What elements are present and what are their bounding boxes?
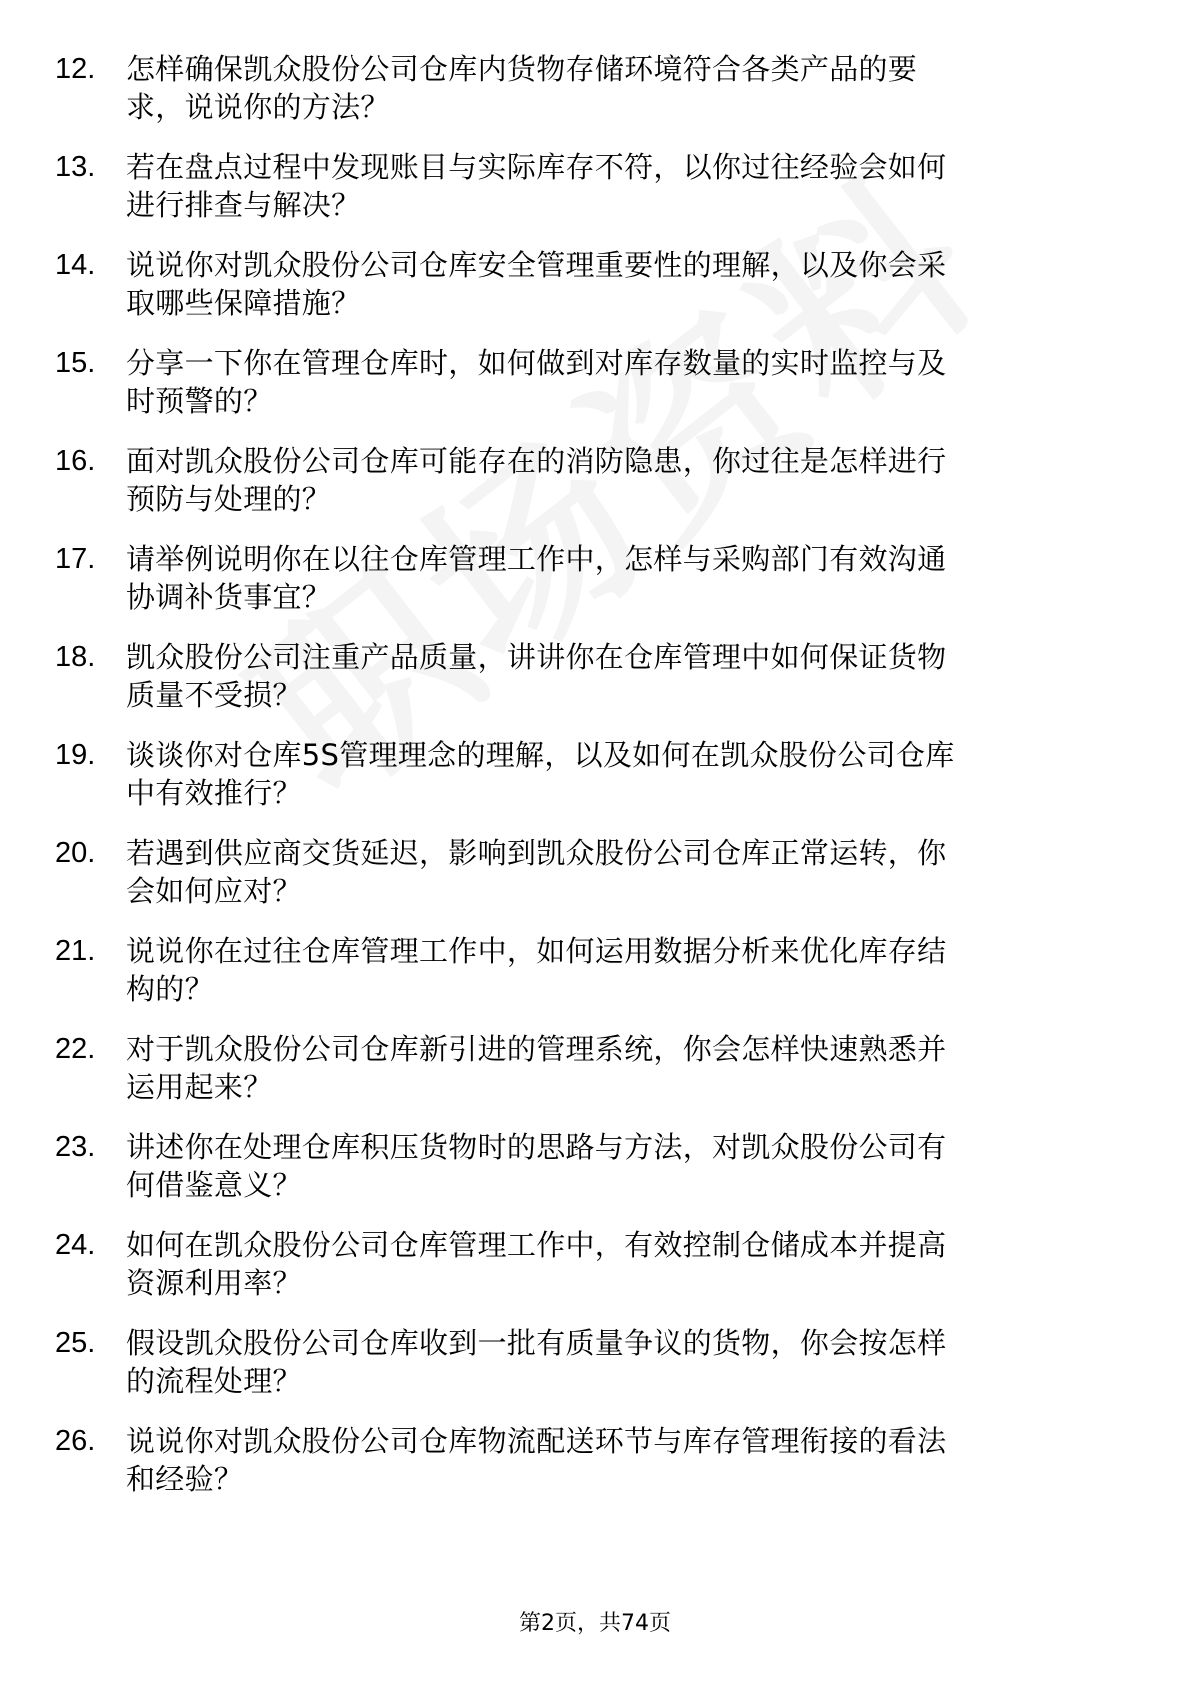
question-text: 如何在凯众股份公司仓库管理工作中，有效控制仓储成本并提高 资源利用率？	[126, 1228, 947, 1300]
question-number: 17.	[55, 543, 96, 575]
question-item	[0, 834, 1190, 910]
question-number: 20.	[55, 837, 96, 869]
question-text: 说说你在过往仓库管理工作中，如何运用数据分析来优化库存结 构的？	[126, 934, 947, 1006]
question-number: 24.	[55, 1229, 96, 1261]
question-text: 讲述你在处理仓库积压货物时的思路与方法，对凯众股份公司有 何借鉴意义？	[126, 1130, 947, 1202]
question-item	[0, 1422, 1190, 1498]
question-number: 26.	[55, 1425, 96, 1457]
question-text: 说说你对凯众股份公司仓库物流配送环节与库存管理衔接的看法 和经验？	[126, 1424, 947, 1496]
question-text: 对于凯众股份公司仓库新引进的管理系统，你会怎样快速熟悉并 运用起来？	[126, 1032, 947, 1104]
question-item	[0, 1128, 1190, 1204]
question-item	[0, 1030, 1190, 1106]
question-number: 18.	[55, 641, 96, 673]
question-number: 25.	[55, 1327, 96, 1359]
question-text: 请举例说明你在以往仓库管理工作中，怎样与采购部门有效沟通 协调补货事宜？	[126, 542, 947, 614]
question-number: 13.	[55, 151, 96, 183]
question-text: 怎样确保凯众股份公司仓库内货物存储环境符合各类产品的要 求，说说你的方法？	[126, 52, 918, 124]
question-text: 谈谈你对仓库5S管理理念的理解，以及如何在凯众股份公司仓库 中有效推行？	[126, 738, 955, 810]
question-item	[0, 540, 1190, 616]
question-number: 21.	[55, 935, 96, 967]
question-item	[0, 344, 1190, 420]
question-item	[0, 148, 1190, 224]
question-number: 14.	[55, 249, 96, 281]
question-item	[0, 638, 1190, 714]
question-number: 12.	[55, 53, 96, 85]
question-item	[0, 932, 1190, 1008]
question-text: 若遇到供应商交货延迟，影响到凯众股份公司仓库正常运转，你 会如何应对？	[126, 836, 947, 908]
question-item	[0, 50, 1190, 126]
question-text: 面对凯众股份公司仓库可能存在的消防隐患，你过往是怎样进行 预防与处理的？	[126, 444, 947, 516]
question-number: 19.	[55, 739, 96, 771]
question-item	[0, 1324, 1190, 1400]
question-number: 16.	[55, 445, 96, 477]
question-text: 凯众股份公司注重产品质量，讲讲你在仓库管理中如何保证货物 质量不受损？	[126, 640, 947, 712]
question-list	[0, 50, 1190, 1520]
question-item	[0, 1226, 1190, 1302]
question-item	[0, 442, 1190, 518]
question-text: 说说你对凯众股份公司仓库安全管理重要性的理解，以及你会采 取哪些保障措施？	[126, 248, 947, 320]
question-number: 15.	[55, 347, 96, 379]
question-text: 若在盘点过程中发现账目与实际库存不符，以你过往经验会如何 进行排查与解决？	[126, 150, 947, 222]
question-item	[0, 736, 1190, 812]
page-footer: 第2页，共74页	[519, 1611, 671, 1636]
question-text: 分享一下你在管理仓库时，如何做到对库存数量的实时监控与及 时预警的？	[126, 346, 947, 418]
question-text: 假设凯众股份公司仓库收到一批有质量争议的货物，你会按怎样 的流程处理？	[126, 1326, 947, 1398]
question-number: 22.	[55, 1033, 96, 1065]
question-number: 23.	[55, 1131, 96, 1163]
question-item	[0, 246, 1190, 322]
